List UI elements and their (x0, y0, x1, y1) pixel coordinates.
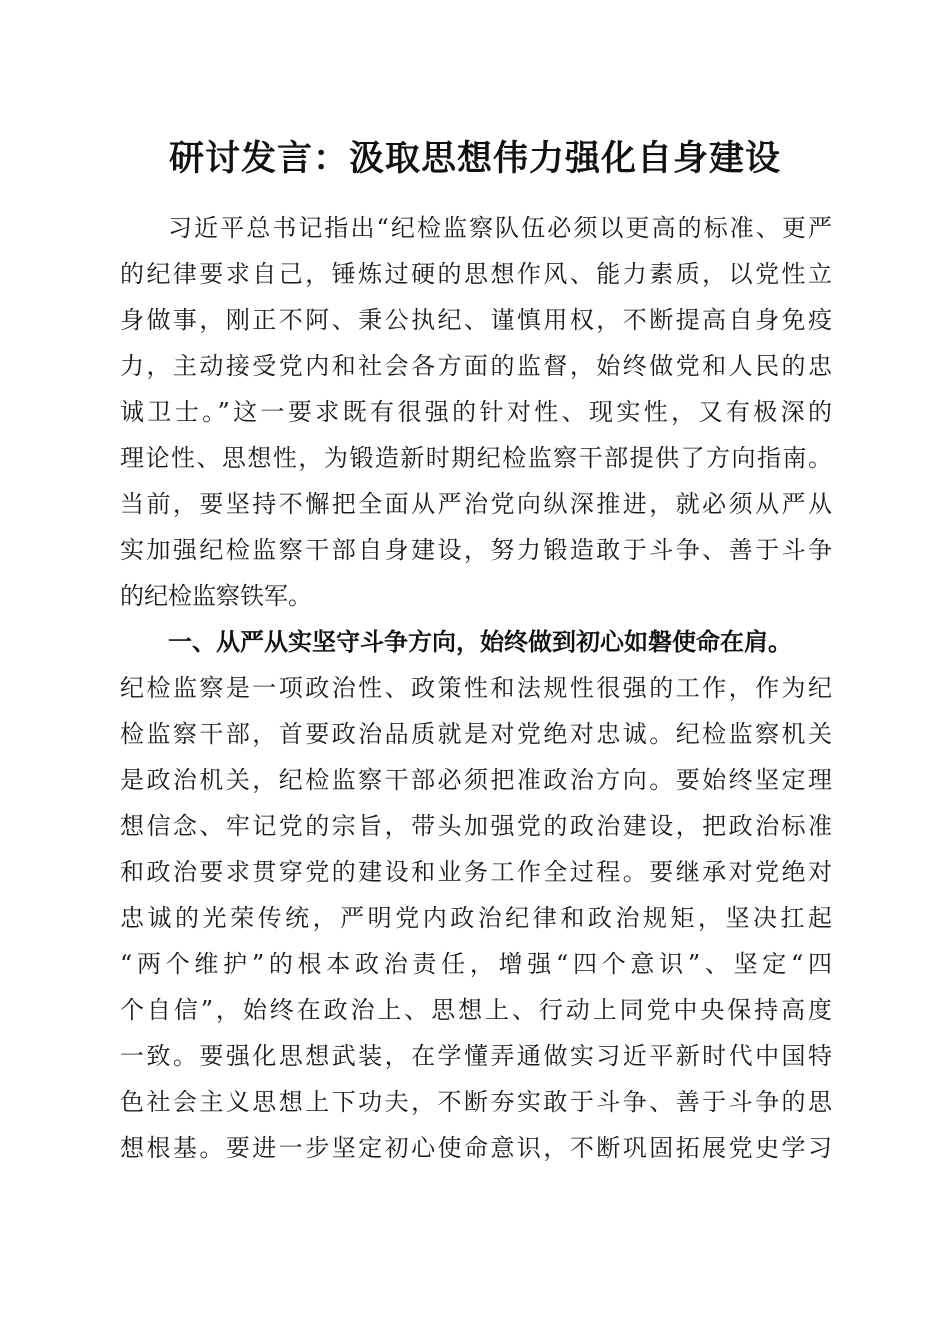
paragraph-line: 实加强纪检监察干部自身建设，努力锻造敢于斗争、善于斗争 (120, 536, 832, 564)
paragraph-line: 诚卫士。”这一要求既有很强的针对性、现实性，又有极深的 (120, 398, 832, 426)
section-body-line: 忠诚的光荣传统，严明党内政治纪律和政治规矩，坚决扛起 (120, 904, 832, 932)
paragraph-line: 力，主动接受党内和社会各方面的监督，始终做党和人民的忠 (120, 352, 832, 380)
section-body-line: 个自信”，始终在政治上、思想上、行动上同党中央保持高度 (120, 996, 832, 1024)
section-body-line: 想信念、牢记党的宗旨，带头加强党的政治建设，把政治标准 (120, 812, 832, 840)
document-title: 研讨发言：汲取思想伟力强化自身建设 (168, 138, 781, 179)
section-heading: 一、从严从实坚守斗争方向，始终做到初心如磐使命在肩。 (168, 627, 792, 656)
section-body-line: 检监察干部，首要政治品质就是对党绝对忠诚。纪检监察机关 (120, 720, 832, 748)
paragraph-line: 当前，要坚持不懈把全面从严治党向纵深推进，就必须从严从 (120, 490, 832, 518)
section-body-line: 想根基。要进一步坚定初心使命意识，不断巩固拓展党史学习 (120, 1134, 832, 1162)
paragraph-line: 的纪检监察铁军。 (120, 582, 312, 610)
paragraph-line: 习近平总书记指出“纪检监察队伍必须以更高的标准、更严 (168, 214, 832, 242)
paragraph-line: 身做事，刚正不阿、秉公执纪、谨慎用权，不断提高自身免疫 (120, 306, 832, 334)
section-body-line: 一致。要强化思想武装，在学懂弄通做实习近平新时代中国特 (120, 1042, 832, 1070)
section-body-line: 是政治机关，纪检监察干部必须把准政治方向。要始终坚定理 (120, 766, 832, 794)
paragraph-line: 的纪律要求自己，锤炼过硬的思想作风、能力素质，以党性立 (120, 260, 832, 288)
section-body-line: 纪检监察是一项政治性、政策性和法规性很强的工作，作为纪 (120, 674, 832, 702)
section-body-line: “两个维护”的根本政治责任，增强“四个意识”、坚定“四 (120, 950, 832, 978)
paragraph-line: 理论性、思想性，为锻造新时期纪检监察干部提供了方向指南。 (120, 444, 832, 472)
section-body-line: 色社会主义思想上下功夫，不断夯实敢于斗争、善于斗争的思 (120, 1088, 832, 1116)
section-body-line: 和政治要求贯穿党的建设和业务工作全过程。要继承对党绝对 (120, 858, 832, 886)
